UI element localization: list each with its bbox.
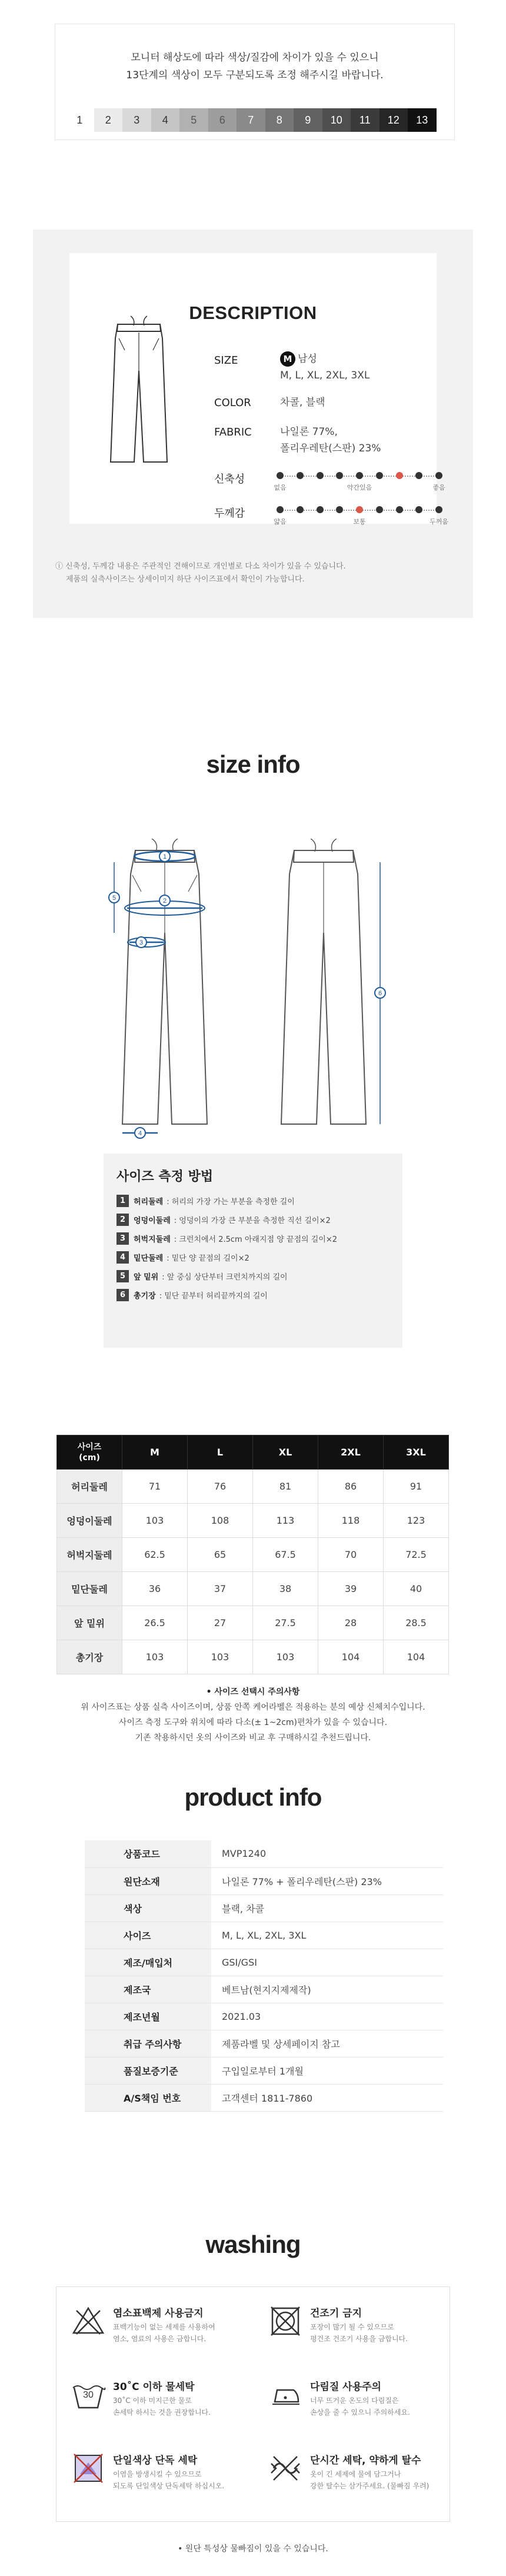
size-cell: 103: [253, 1640, 318, 1674]
size-row-label: 총기장: [57, 1640, 122, 1674]
washing-item-title: 다림질 사용주의: [310, 2381, 381, 2393]
product-info-value: GSI/GSI: [211, 1949, 443, 1976]
dry-clean-icon: [268, 2304, 303, 2339]
measure-desc: : 앞 중심 상단부터 크런치까지의 길이: [162, 1273, 288, 1282]
product-info-row: [85, 1894, 443, 1922]
swatch-1: 1: [65, 108, 94, 132]
washing-note: • 원단 특성상 물빠짐이 있을 수 있습니다.: [178, 2544, 328, 2554]
thickness-dot: [376, 506, 383, 513]
measure-desc: : 허리의 가장 가는 부분을 측정한 길이: [167, 1198, 295, 1206]
product-info-row: [85, 2084, 443, 2111]
pants-back-diagram: [281, 839, 385, 1124]
stretch-dot: [396, 472, 403, 479]
product-info-value: 나일론 77% + 폴리우레탄(스판) 23%: [211, 1867, 443, 1894]
product-info-row: [85, 2003, 443, 2030]
washing-item: [62, 2299, 257, 2358]
stretch-dot: [376, 472, 383, 479]
svg-text:2: 2: [162, 898, 167, 905]
size-cell: 72.5: [384, 1538, 449, 1572]
size-table-row: [57, 1470, 449, 1504]
swatch-4: 4: [151, 108, 180, 132]
product-info-key: 품질보증기준: [85, 2057, 211, 2084]
measure-number: 4: [116, 1251, 129, 1264]
stretch-mark-label: 약간있음: [347, 484, 372, 491]
measure-desc: : 엉덩이의 가장 큰 부분을 측정한 직선 길이×2: [174, 1216, 331, 1225]
size-table: [56, 1435, 449, 1674]
washing-item-desc: 30˚C 이하 미지근한 물로 손세탁 하시는 것을 권장합니다.: [113, 2396, 211, 2417]
size-cell: 28: [318, 1606, 384, 1640]
thickness-dot: [336, 506, 343, 513]
size-row-label: 허벅지둘레: [57, 1538, 122, 1572]
svg-text:5: 5: [112, 895, 116, 902]
size-cell: 26.5: [122, 1606, 188, 1640]
measure-name: 허리둘레: [134, 1198, 164, 1206]
size-cell: 40: [384, 1572, 449, 1606]
info-icon: ⓘ: [55, 562, 66, 571]
size-cell: 27: [188, 1606, 253, 1640]
size-cell: 67.5: [253, 1538, 318, 1572]
product-info-value: 베트남(현지지제제작): [211, 1976, 443, 2003]
size-cell: 103: [122, 1504, 188, 1538]
svg-text:3: 3: [139, 939, 144, 946]
product-info-value: MVP1240: [211, 1840, 443, 1867]
washing-item-desc: 옷이 긴 세제에 물에 담그거나 강한 탈수는 삼가주세요. (물빠짐 우려): [310, 2470, 430, 2490]
thickness-mark-label: 두꺼움: [430, 518, 448, 526]
product-info-table: [85, 1840, 443, 2112]
product-info-row: [85, 2057, 443, 2084]
washing-item-desc: 이염을 방생시킬 수 있으므로 되도록 단일색상 단독세탁 하십시오.: [113, 2470, 225, 2490]
swatch-7: 7: [237, 108, 265, 132]
washing-item-desc: 표백기능이 없는 세제를 사용하여 염소, 염료의 사용은 금합니다.: [113, 2323, 215, 2343]
no-bleach-icon: [71, 2304, 106, 2339]
size-row-label: 허리둘레: [57, 1470, 122, 1504]
product-info-row: [85, 1949, 443, 1976]
svg-text:6: 6: [378, 990, 382, 997]
stretch-dot: [356, 472, 363, 479]
measure-item: [116, 1214, 331, 1226]
thickness-dot: [415, 506, 422, 513]
swatch-10: 10: [322, 108, 351, 132]
thickness-dot: [356, 506, 363, 513]
size-cell: 65: [188, 1538, 253, 1572]
washing-item-title: 30˚C 이하 물세탁: [113, 2381, 195, 2393]
size-info-heading: size info: [206, 750, 300, 778]
product-info-key: 원단소재: [85, 1867, 211, 1894]
description-card: [69, 253, 448, 526]
pants-front-diagram: [109, 839, 207, 1138]
swatch-13: 13: [408, 108, 437, 132]
stretch-dot: [277, 472, 284, 479]
measure-item: [116, 1195, 295, 1207]
swatch-8: 8: [265, 108, 294, 132]
product-info-row: [85, 2030, 443, 2057]
size-table-note: • 사이즈 선택시 주의사항 위 사이즈표는 상품 실측 사이즈이며, 상품 안쪽 케어라벨은 적용하는 분의 예상 신체치수입니다. 사이즈 측정 도구와 위치에 따라 다소(± 1~2cm)편차가 있을 수 있습니다. 기존 착용하시던 옷의 사이즈와 비교 후 구매하시길 추천드립니다.: [81, 1687, 425, 1743]
measure-item: [116, 1232, 337, 1245]
washing-instructions: [56, 2286, 450, 2522]
measure-name: 앞 밑위: [134, 1273, 159, 1282]
size-cell: 28.5: [384, 1606, 449, 1640]
swatch-6: 6: [208, 108, 237, 132]
product-info-value: 블랙, 차콜: [211, 1894, 443, 1922]
fabric-value: 나일론 77%, 폴리우레탄(스판) 23%: [280, 426, 381, 454]
product-info-value: 2021.03: [211, 2003, 443, 2030]
description-title: DESCRIPTION: [189, 303, 317, 323]
stretch-dot: [435, 472, 442, 479]
size-table-row: [57, 1504, 449, 1538]
separate-wash-icon: [71, 2451, 106, 2486]
washing-item-desc: 너무 뜨거운 온도의 다림질은 손상을 줄 수 있으니 주의하세요.: [310, 2396, 410, 2417]
size-cell: 91: [384, 1470, 449, 1504]
product-info-row: [85, 1840, 443, 1867]
measure-number: 1: [116, 1195, 129, 1207]
size-table-row: [57, 1640, 449, 1674]
thickness-dot: [396, 506, 403, 513]
size-cell: 123: [384, 1504, 449, 1538]
product-info-heading: product info: [184, 1783, 322, 1811]
grayscale-swatches: [65, 108, 437, 132]
product-info-value: 고객센터 1811-7860: [211, 2084, 443, 2111]
thickness-label: 두께감: [214, 507, 245, 520]
color-calibration-notice: [55, 24, 455, 140]
thickness-dot: [435, 506, 442, 513]
thickness-mark-label: 얇음: [274, 518, 287, 526]
product-info-key: 색상: [85, 1894, 211, 1922]
measure-item: [116, 1270, 288, 1282]
size-cell: 62.5: [122, 1538, 188, 1572]
measure-name: 허벅지둘레: [134, 1235, 171, 1244]
size-cell: 39: [318, 1572, 384, 1606]
washing-item-title: 염소표백제 사용금지: [113, 2308, 204, 2319]
washing-item: [62, 2372, 257, 2431]
measure-number: 5: [116, 1270, 129, 1282]
measure-name: 밑단둘레: [134, 1254, 164, 1263]
svg-text:1: 1: [162, 853, 167, 860]
size-header-cell: L: [188, 1435, 253, 1470]
stretch-dot: [317, 472, 324, 479]
swatch-11: 11: [351, 108, 380, 132]
product-info-value: 제품라벨 및 상세페이지 참고: [211, 2030, 443, 2057]
product-info-key: 상품코드: [85, 1840, 211, 1867]
washing-item: [259, 2372, 454, 2431]
measure-name: 엉덩이둘레: [134, 1216, 171, 1225]
swatch-9: 9: [294, 108, 322, 132]
product-info-key: 제조국: [85, 1976, 211, 2003]
size-cell: 113: [253, 1504, 318, 1538]
size-cell: 108: [188, 1504, 253, 1538]
size-cell: 104: [318, 1640, 384, 1674]
thickness-mark-label: 보통: [353, 518, 366, 526]
measure-number: 3: [116, 1232, 129, 1245]
size-table-row: [57, 1538, 449, 1572]
product-info-value: 구입일로부터 1개월: [211, 2057, 443, 2084]
fabric-label: FABRIC: [214, 426, 252, 438]
wash-temperature: 30: [83, 2390, 94, 2400]
measure-number: 6: [116, 1289, 129, 1301]
washing-item-title: 건조기 금지: [310, 2308, 362, 2319]
size-cell: 71: [122, 1470, 188, 1504]
thickness-dot: [297, 506, 304, 513]
measure-desc: : 밑단 끝부터 허리끝까지의 길이: [159, 1292, 268, 1301]
measure-method-panel: [104, 1154, 402, 1348]
product-info-key: 취급 주의사항: [85, 2030, 211, 2057]
stretch-dot: [415, 472, 422, 479]
size-header-cell: 3XL: [384, 1435, 449, 1470]
size-diagram: [106, 839, 406, 1145]
size-cell: 103: [122, 1640, 188, 1674]
product-info-value: M, L, XL, 2XL, 3XL: [211, 1922, 443, 1949]
size-cell: 104: [384, 1640, 449, 1674]
swatch-12: 12: [380, 108, 408, 132]
size-cell: 76: [188, 1470, 253, 1504]
product-info-key: 제조/매입처: [85, 1949, 211, 1976]
measure-item: [116, 1251, 249, 1264]
size-label: SIZE: [214, 354, 238, 367]
washing-item-desc: 포장이 많기 될 수 있으므로 평건조 건조기 사용을 금합니다.: [310, 2323, 408, 2343]
size-header-cell: M: [122, 1435, 188, 1470]
product-info-row: [85, 1976, 443, 2003]
measure-item: [116, 1289, 268, 1301]
thickness-dot: [277, 506, 284, 513]
product-info-row: [85, 1867, 443, 1894]
size-table-row: [57, 1572, 449, 1606]
size-cell: 86: [318, 1470, 384, 1504]
swatch-2: 2: [94, 108, 123, 132]
washing-item-title: 단시간 세탁, 약하게 탈수: [310, 2455, 421, 2467]
washing-heading: washing: [205, 2231, 301, 2258]
stretch-dot: [297, 472, 304, 479]
size-cell: 103: [188, 1640, 253, 1674]
size-header-cell: XL: [253, 1435, 318, 1470]
color-value: 차콜, 블랙: [280, 397, 325, 408]
iron-caution-icon: [268, 2377, 303, 2412]
product-info-key: 제조년월: [85, 2003, 211, 2030]
svg-text:4: 4: [138, 1130, 142, 1137]
stretch-dot: [336, 472, 343, 479]
swatch-5: 5: [179, 108, 208, 132]
measure-desc: : 밑단 양 끝점의 길이×2: [167, 1254, 249, 1263]
washing-item-title: 단일색상 단독 세탁: [113, 2455, 198, 2467]
size-cell: 27.5: [253, 1606, 318, 1640]
product-info-key: A/S책임 번호: [85, 2084, 211, 2111]
swatch-3: 3: [122, 108, 151, 132]
size-cell: 118: [318, 1504, 384, 1538]
wash-30-icon: [71, 2377, 106, 2412]
size-cell: 70: [318, 1538, 384, 1572]
washing-item: [259, 2299, 454, 2358]
description-panel: [33, 230, 473, 618]
color-label: COLOR: [214, 397, 251, 409]
size-table-corner: 사이즈 (cm): [57, 1435, 122, 1470]
size-row-label: 엉덩이둘레: [57, 1504, 122, 1538]
size-row-label: 밑단둘레: [57, 1572, 122, 1606]
calibration-message: 모니터 해상도에 따라 색상/질감에 차이가 있을 수 있으니 13단계의 색상이 모두 구분되도록 조정 해주시길 바랍니다.: [126, 52, 384, 81]
washing-item: [62, 2446, 257, 2505]
gender-badge: M: [280, 351, 295, 367]
stretch-label: 신축성: [214, 473, 245, 486]
product-info-row: [85, 1922, 443, 1949]
size-cell: 36: [122, 1572, 188, 1606]
size-table-header: [57, 1435, 449, 1470]
size-table-row: [57, 1606, 449, 1640]
description-note: ⓘ 신축성, 두께감 내용은 주관적인 견해이므로 개인별로 다소 차이가 있을 수 있습니다. 제품의 실측사이즈는 상세이미지 하단 사이즈표에서 확인이 가능합니다.: [55, 562, 346, 584]
no-wring-icon: [268, 2451, 303, 2486]
thickness-dot: [317, 506, 324, 513]
measure-desc: : 크런치에서 2.5cm 아래지점 양 끝점의 길이×2: [174, 1235, 337, 1244]
stretch-mark-label: 좋음: [432, 484, 445, 491]
measure-method-title: 사이즈 측정 방법: [116, 1169, 214, 1184]
size-row-label: 앞 밑위: [57, 1606, 122, 1640]
product-info-key: 사이즈: [85, 1922, 211, 1949]
measure-name: 총기장: [134, 1292, 156, 1301]
pants-front-illustration: [101, 315, 178, 468]
size-value: M 남성 M, L, XL, 2XL, 3XL: [280, 351, 369, 384]
washing-item: [259, 2446, 454, 2505]
size-header-cell: 2XL: [318, 1435, 384, 1470]
size-cell: 81: [253, 1470, 318, 1504]
measure-number: 2: [116, 1214, 129, 1226]
stretch-mark-label: 없음: [274, 484, 287, 491]
size-cell: 38: [253, 1572, 318, 1606]
size-cell: 37: [188, 1572, 253, 1606]
